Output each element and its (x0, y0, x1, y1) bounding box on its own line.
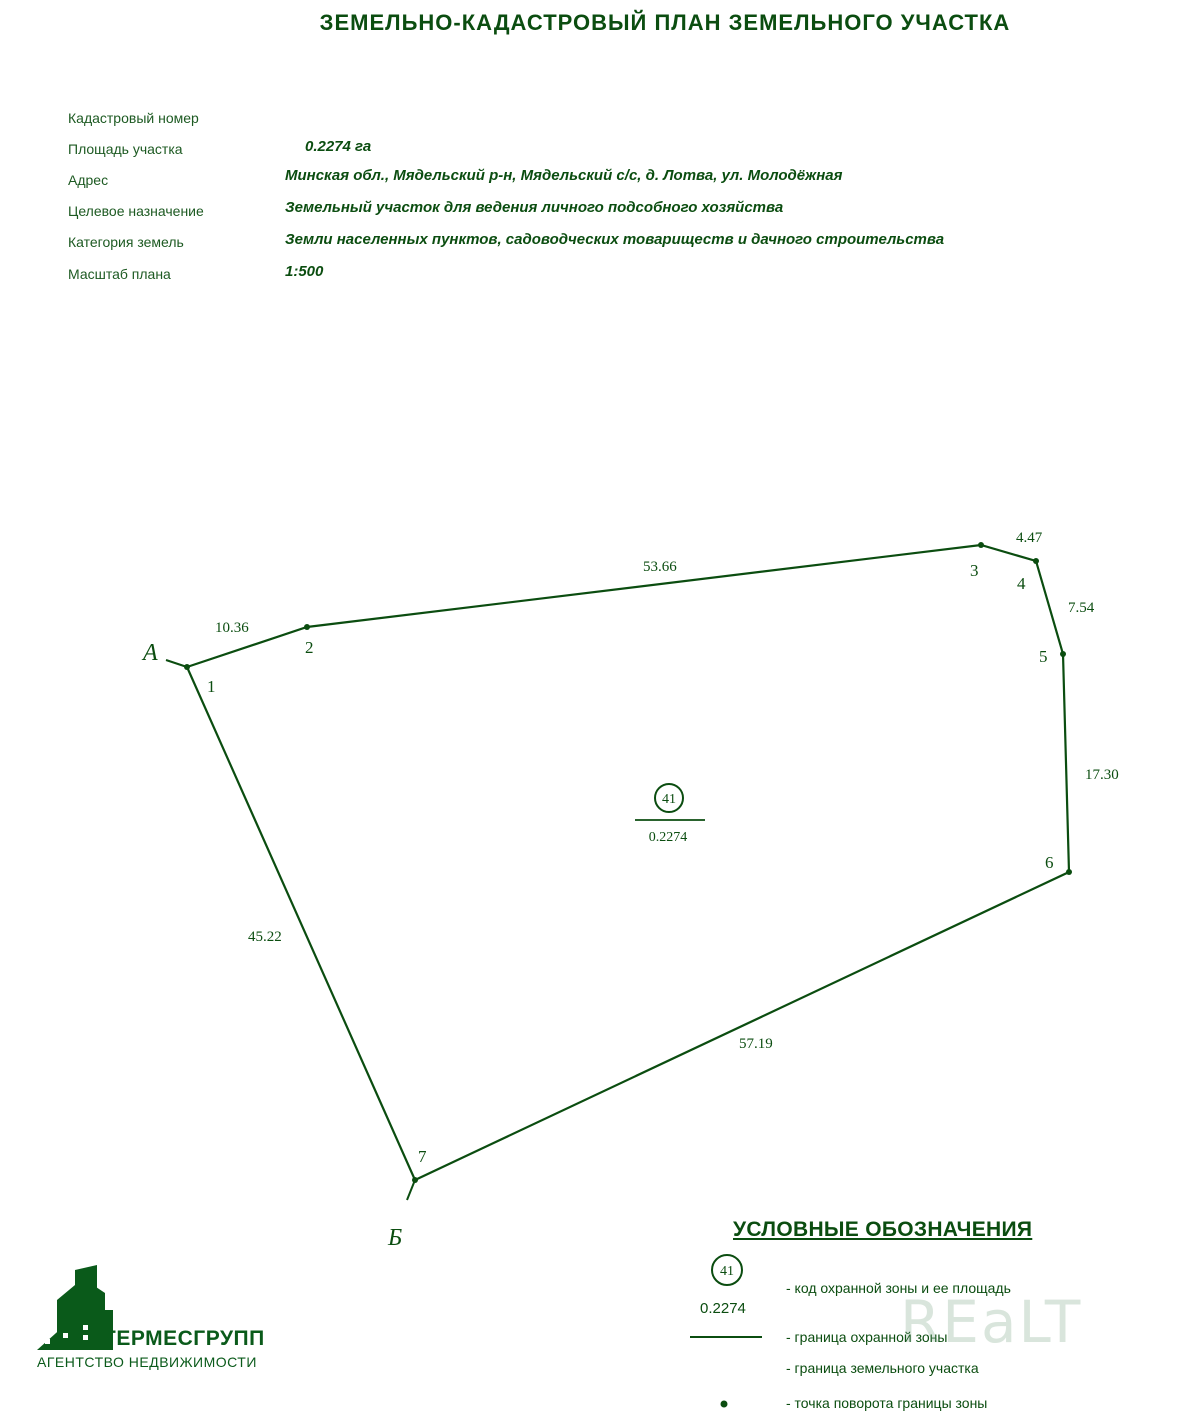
point-label-2: 2 (305, 638, 314, 657)
company-name: ГЕРМЕСГРУПП (104, 1327, 265, 1350)
vertex-dot-4 (1033, 558, 1039, 564)
field-label-address: Адрес (68, 172, 109, 188)
segment-length-7-1: 45.22 (248, 929, 282, 945)
segment-length-4-5: 7.54 (1068, 600, 1095, 616)
zone-code-label: 41 (662, 792, 676, 807)
point-label-6: 6 (1045, 853, 1054, 872)
field-label-area: Площадь участка (68, 141, 183, 157)
realt-watermark: REaLT (900, 1288, 1083, 1356)
legend-zone-code: 41 (720, 1264, 734, 1279)
field-value-land-category: Земли населенных пунктов, садоводческих товариществ и дачного строительства (285, 231, 945, 248)
field-value-address: Минская обл., Мядельский р-н, Мядельский с/с, д. Лотва, ул. Молодёжная (285, 167, 843, 184)
field-value-purpose: Земельный участок для ведения личного подсобного хозяйства (285, 199, 784, 216)
field-label-purpose: Целевое назначение (68, 203, 204, 219)
vertex-dot-5 (1060, 651, 1066, 657)
reference-tick-b (407, 1180, 415, 1200)
legend-turn-point-dot (721, 1401, 728, 1408)
field-label-scale: Масштаб плана (68, 266, 171, 282)
segment-length-5-6: 17.30 (1085, 767, 1119, 783)
point-label-5: 5 (1039, 647, 1048, 666)
legend-title: УСЛОВНЫЕ ОБОЗНАЧЕНИЯ (733, 1218, 1033, 1241)
corner-label-b: Б (388, 1225, 403, 1251)
legend-item-zone-boundary: - граница охранной зоны (786, 1329, 948, 1345)
company-subtitle: АГЕНТСТВО НЕДВИЖИМОСТИ (37, 1354, 257, 1370)
field-value-area: 0.2274 га (305, 138, 372, 155)
field-label-land-category: Категория земель (68, 234, 184, 250)
segment-length-1-2: 10.36 (215, 620, 249, 636)
vertex-dot-3 (978, 542, 984, 548)
field-label-cadastral-number: Кадастровый номер (68, 110, 199, 126)
zone-area-label: 0.2274 (648, 830, 688, 845)
segment-length-3-4: 4.47 (1016, 530, 1043, 546)
legend-item-turn-point: - точка поворота границы зоны (786, 1395, 988, 1411)
legend-zone-area: 0.2274 (700, 1300, 746, 1317)
parcel-boundary (187, 545, 1069, 1180)
vertex-dot-6 (1066, 869, 1072, 875)
point-label-4: 4 (1017, 574, 1026, 593)
point-label-1: 1 (207, 677, 216, 696)
reference-tick-a (166, 660, 187, 667)
point-label-3: 3 (970, 561, 979, 580)
field-value-scale: 1:500 (285, 263, 324, 280)
corner-label-a: А (143, 640, 158, 666)
vertex-dot-2 (304, 624, 310, 630)
point-label-7: 7 (418, 1147, 427, 1166)
segment-length-2-3: 53.66 (643, 559, 677, 575)
segment-length-6-7: 57.19 (739, 1036, 773, 1052)
legend-item-parcel-boundary: - граница земельного участка (786, 1360, 979, 1376)
legend-item-zone-code: - код охранной зоны и ее площадь (786, 1280, 1011, 1296)
document-title: ЗЕМЕЛЬНО-КАДАСТРОВЫЙ ПЛАН ЗЕМЕЛЬНОГО УЧАСТКА (319, 10, 1011, 35)
